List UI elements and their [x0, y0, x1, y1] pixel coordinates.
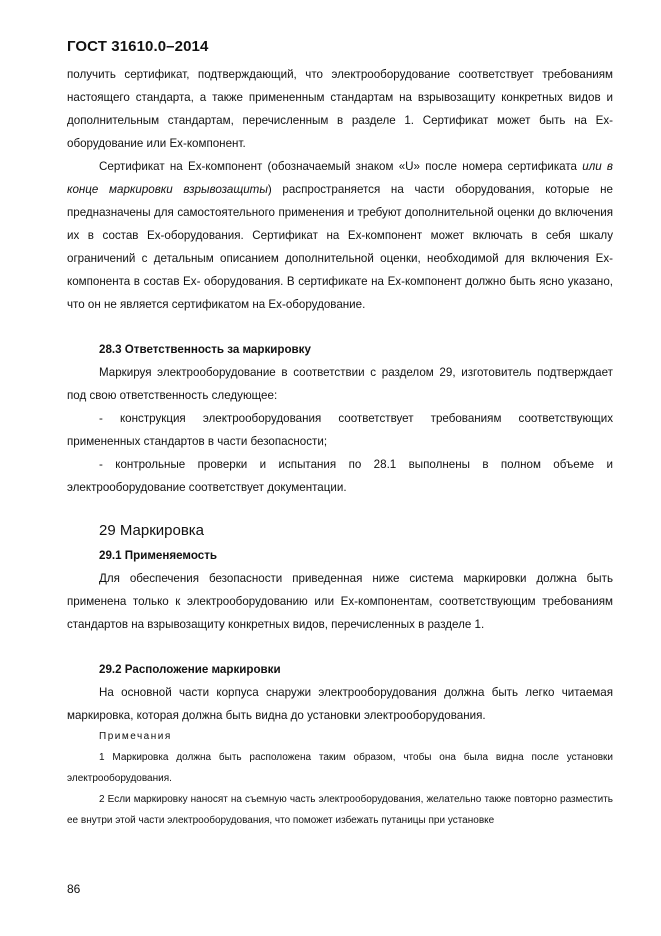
page-number: 86: [67, 882, 81, 896]
section-heading-29: 29 Маркировка: [99, 522, 205, 539]
note-2: 2 Если маркировку наносят на съемную часть электрооборудования, желательно также повторно разместить ее внутри этой части электрооборудования, что поможет избежать путаницы при установке: [67, 794, 613, 826]
section-heading-28-3: 28.3 Ответственность за маркировку: [99, 343, 311, 356]
paragraph-ex-component-text-start: Сертификат на Ex-компонент (обозначаемый знаком «U» после номера сертификата: [99, 160, 583, 173]
document-header-title: ГОСТ 31610.0–2014: [67, 38, 209, 55]
paragraph-29-1-applicability: Для обеспечения безопасности приведенная ниже система маркировки должна быть применена только к электрооборудованию или Ex-компонентам, соответствующим требованиям стандартов на взрывозащиту конкретных видов, перечисленных в разделе 1.: [67, 572, 613, 631]
document-body: [67, 63, 613, 831]
paragraph-ex-component-text-end: ) распространяется на части оборудования, которые не предназначены для самостоятельного применения и требуют дополнительной оценки до включения их в состав Ex-оборудования. Сертификат на Ex-компонент может включать в себя шкалу ограничений с детальным описанием дополнительной оценки, необходимой для включения Ex-компонента в состав Ex- оборудования. В сертификате на Ex-компонент должно быть ясно указано, что он не является сертификатом на Ex-оборудование.: [67, 183, 613, 311]
paragraph-certificate-continuation: получить сертификат, подтверждающий, что электрооборудование соответствует требованиям настоящего стандарта, а также примененным стандартам на взрывозащиту конкретных видов и дополнительным стандартам, перечисленным в разделе 1. Сертификат может быть на Ex-оборудование или Ex-компонент.: [67, 68, 613, 150]
paragraph-29-2-location: На основной части корпуса снаружи электрооборудования должна быть легко читаемая маркировка, которая должна быть видна до установки электрооборудования.: [67, 686, 613, 722]
list-item-28-3-construction: - конструкция электрооборудования соответствует требованиям соответствующих примененных стандартов в части безопасности;: [67, 412, 613, 448]
notes-label: Примечания: [99, 731, 172, 742]
list-item-28-3-tests: - контрольные проверки и испытания по 28.1 выполнены в полном объеме и электрооборудование соответствует документации.: [67, 458, 613, 494]
paragraph-ex-component-italic: или в конце маркировки взрывозащиты: [67, 160, 613, 196]
paragraph-ex-component-certificate: [67, 155, 613, 316]
section-heading-29-1: 29.1 Применяемость: [99, 549, 218, 562]
paragraph-28-3-intro: Маркируя электрооборудование в соответствии с разделом 29, изготовитель подтверждает под свою ответственность следующее:: [67, 366, 613, 402]
note-1: 1 Маркировка должна быть расположена таким образом, чтобы она была видна после установки электрооборудования.: [67, 752, 613, 784]
section-heading-29-2: 29.2 Расположение маркировки: [99, 663, 281, 676]
